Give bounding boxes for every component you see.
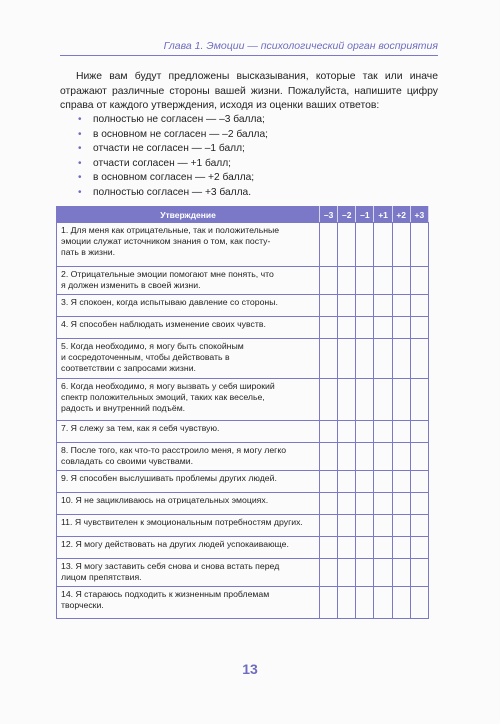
table-row	[57, 267, 429, 295]
score-cell[interactable]	[320, 587, 338, 619]
scale-item	[78, 113, 268, 128]
score-cell[interactable]	[356, 471, 374, 493]
score-cell[interactable]	[356, 559, 374, 587]
score-cell[interactable]	[338, 493, 356, 515]
statement-cell: 5. Когда необходимо, я могу быть спокойным и сосредоточенным, чтобы действовать в соответствии с запросами жизни.	[57, 339, 320, 379]
table-row	[57, 223, 429, 267]
statement-cell: 6. Когда необходимо, я могу вызвать у себя широкий спектр положительных эмоций, таких как веселье, радость и внутренний подъём.	[57, 379, 320, 421]
header-plus-2: +2	[392, 207, 410, 223]
table-row	[57, 339, 429, 379]
score-cell[interactable]	[392, 515, 410, 537]
score-cell[interactable]	[320, 421, 338, 443]
score-cell[interactable]	[356, 317, 374, 339]
score-cell[interactable]	[338, 421, 356, 443]
table-row	[57, 317, 429, 339]
score-cell[interactable]	[338, 267, 356, 295]
score-cell[interactable]	[410, 379, 428, 421]
score-cell[interactable]	[356, 443, 374, 471]
questionnaire-table	[56, 206, 429, 619]
bullet-icon: •	[78, 143, 82, 155]
table-row	[57, 537, 429, 559]
scale-item	[78, 157, 268, 172]
score-cell[interactable]	[338, 317, 356, 339]
score-cell[interactable]	[356, 421, 374, 443]
score-cell[interactable]	[410, 267, 428, 295]
score-cell[interactable]	[374, 421, 392, 443]
table-row	[57, 295, 429, 317]
table-row	[57, 443, 429, 471]
score-cell[interactable]	[338, 443, 356, 471]
score-cell[interactable]	[374, 317, 392, 339]
statement-cell: 8. После того, как что-то расстроило меня, я могу легко совладать со своими чувствами.	[57, 443, 320, 471]
score-cell[interactable]	[320, 493, 338, 515]
score-cell[interactable]	[392, 379, 410, 421]
scale-item-text: отчасти согласен — +1 балл;	[93, 157, 232, 169]
score-cell[interactable]	[338, 339, 356, 379]
score-cell[interactable]	[374, 443, 392, 471]
scale-item-text: в основном не согласен — –2 балла;	[93, 128, 268, 140]
table-row	[57, 379, 429, 421]
table-row	[57, 421, 429, 443]
score-cell[interactable]	[410, 421, 428, 443]
score-cell[interactable]	[410, 223, 428, 267]
header-minus-2: –2	[338, 207, 356, 223]
statement-cell: 14. Я стараюсь подходить к жизненным проблемам творчески.	[57, 587, 320, 619]
score-cell[interactable]	[356, 339, 374, 379]
table-header-row	[57, 207, 429, 223]
score-cell[interactable]	[320, 515, 338, 537]
score-cell[interactable]	[338, 471, 356, 493]
header-plus-3: +3	[410, 207, 428, 223]
score-cell[interactable]	[392, 471, 410, 493]
statement-cell: 2. Отрицательные эмоции помогают мне понять, что я должен изменить в своей жизни.	[57, 267, 320, 295]
score-cell[interactable]	[356, 493, 374, 515]
statement-cell: 7. Я слежу за тем, как я себя чувствую.	[57, 421, 320, 443]
scale-item	[78, 186, 268, 201]
score-cell[interactable]	[374, 223, 392, 267]
score-cell[interactable]	[374, 559, 392, 587]
scale-item	[78, 142, 268, 157]
score-cell[interactable]	[392, 339, 410, 379]
score-cell[interactable]	[320, 339, 338, 379]
bullet-icon: •	[78, 114, 82, 125]
header-rule	[60, 55, 438, 56]
score-cell[interactable]	[374, 379, 392, 421]
statement-cell: 4. Я способен наблюдать изменение своих чувств.	[57, 317, 320, 339]
score-cell[interactable]	[392, 295, 410, 317]
bullet-icon: •	[78, 186, 82, 198]
score-cell[interactable]	[320, 443, 338, 471]
score-cell[interactable]	[338, 515, 356, 537]
score-cell[interactable]	[392, 317, 410, 339]
score-cell[interactable]	[320, 379, 338, 421]
score-cell[interactable]	[374, 515, 392, 537]
score-cell[interactable]	[320, 471, 338, 493]
score-cell[interactable]	[410, 471, 428, 493]
score-cell[interactable]	[410, 537, 428, 559]
statement-cell: 11. Я чувствителен к эмоциональным потребностям других.	[57, 515, 320, 537]
score-cell[interactable]	[374, 493, 392, 515]
score-cell[interactable]	[356, 515, 374, 537]
statement-cell: 1. Для меня как отрицательные, так и положительные эмоции служат источником знания о том, как посту- пать в жизни.	[57, 223, 320, 267]
header-statement: Утверждение	[57, 207, 320, 223]
scale-item-text: в основном согласен — +2 балла;	[93, 172, 255, 184]
header-minus-1: –1	[356, 207, 374, 223]
score-cell[interactable]	[410, 295, 428, 317]
scale-item-text: отчасти не согласен — –1 балл;	[93, 143, 245, 155]
score-cell[interactable]	[410, 317, 428, 339]
score-cell[interactable]	[338, 223, 356, 267]
score-cell[interactable]	[320, 317, 338, 339]
bullet-icon: •	[78, 128, 82, 140]
running-header: Глава 1. Эмоции — психологический орган восприятия	[163, 40, 438, 52]
score-cell[interactable]	[320, 537, 338, 559]
statement-cell: 9. Я способен выслушивать проблемы других людей.	[57, 471, 320, 493]
score-cell[interactable]	[374, 471, 392, 493]
intro-paragraph	[60, 70, 438, 114]
score-cell[interactable]	[374, 537, 392, 559]
score-cell[interactable]	[410, 493, 428, 515]
scale-item-text: полностью не согласен — –3 балла;	[93, 114, 265, 125]
scale-item-text: полностью согласен — +3 балла.	[93, 186, 252, 198]
score-cell[interactable]	[410, 339, 428, 379]
score-cell[interactable]	[374, 267, 392, 295]
score-cell[interactable]	[320, 267, 338, 295]
score-cell[interactable]	[392, 587, 410, 619]
score-cell[interactable]	[320, 295, 338, 317]
table-row	[57, 587, 429, 619]
table-row	[57, 515, 429, 537]
score-cell[interactable]	[320, 223, 338, 267]
score-cell[interactable]	[356, 295, 374, 317]
score-cell[interactable]	[410, 515, 428, 537]
statement-cell: 3. Я спокоен, когда испытываю давление со стороны.	[57, 295, 320, 317]
score-cell[interactable]	[374, 339, 392, 379]
bullet-icon: •	[78, 172, 82, 184]
score-cell[interactable]	[356, 379, 374, 421]
score-cell[interactable]	[356, 537, 374, 559]
scale-item	[78, 171, 268, 186]
statement-cell: 10. Я не зацикливаюсь на отрицательных эмоциях.	[57, 493, 320, 515]
table-row	[57, 471, 429, 493]
score-cell[interactable]	[392, 267, 410, 295]
intro-text: Ниже вам будут предложены высказывания, которые так или иначе отражают различные стороны вашей жизни. Пожалуйста, напишите цифру справа от каждого утверждения, исходя из оценки ваших ответов:	[60, 71, 438, 112]
score-cell[interactable]	[320, 559, 338, 587]
scale-item	[78, 128, 268, 143]
score-cell[interactable]	[338, 379, 356, 421]
score-cell[interactable]	[338, 587, 356, 619]
statement-cell: 13. Я могу заставить себя снова и снова встать перед лицом препятствия.	[57, 559, 320, 587]
score-cell[interactable]	[338, 295, 356, 317]
score-cell[interactable]	[410, 559, 428, 587]
score-cell[interactable]	[392, 421, 410, 443]
score-cell[interactable]	[410, 443, 428, 471]
score-cell[interactable]	[356, 587, 374, 619]
score-cell[interactable]	[356, 223, 374, 267]
statement-cell: 12. Я могу действовать на других людей успокаивающе.	[57, 537, 320, 559]
score-cell[interactable]	[356, 267, 374, 295]
table-row	[57, 493, 429, 515]
score-cell[interactable]	[392, 559, 410, 587]
page-number: 13	[242, 661, 258, 677]
score-cell[interactable]	[338, 537, 356, 559]
score-cell[interactable]	[374, 295, 392, 317]
score-cell[interactable]	[392, 537, 410, 559]
bullet-icon: •	[78, 157, 82, 169]
score-cell[interactable]	[392, 223, 410, 267]
scale-list	[78, 113, 268, 201]
score-cell[interactable]	[392, 493, 410, 515]
score-cell[interactable]	[410, 587, 428, 619]
score-cell[interactable]	[338, 559, 356, 587]
score-cell[interactable]	[392, 443, 410, 471]
table-row	[57, 559, 429, 587]
score-cell[interactable]	[374, 587, 392, 619]
header-plus-1: +1	[374, 207, 392, 223]
header-minus-3: –3	[320, 207, 338, 223]
